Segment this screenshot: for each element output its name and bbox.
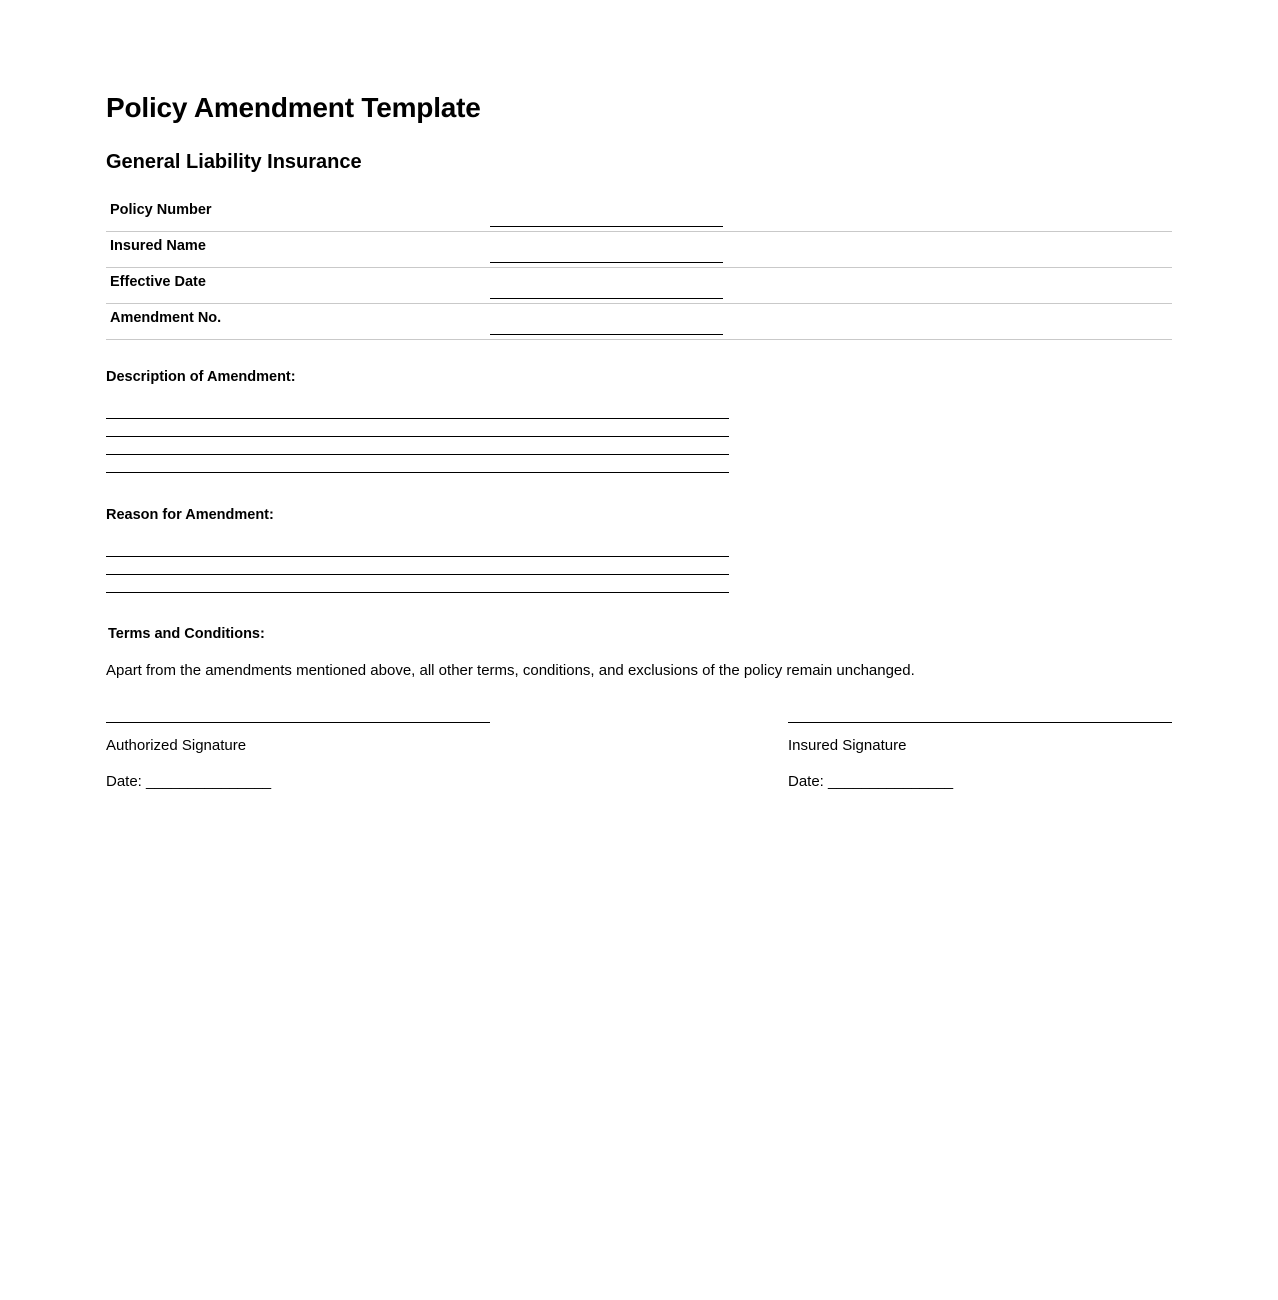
table-row — [106, 268, 1172, 304]
description-heading: Description of Amendment: — [106, 369, 296, 385]
authorized-signature-label: Authorized Signature — [106, 737, 247, 754]
authorized-signature-line[interactable] — [106, 722, 490, 723]
page-title: Policy Amendment Template — [106, 92, 481, 123]
description-write-line-1[interactable] — [106, 418, 729, 419]
insured-signature-label: Insured Signature — [788, 737, 907, 754]
reason-write-line-1[interactable] — [106, 556, 729, 557]
policy-fields-table — [106, 196, 1172, 340]
terms-heading: Terms and Conditions: — [108, 626, 265, 642]
insured-signature-date-field[interactable]: Date: _______________ — [788, 773, 954, 790]
terms-body-text: Apart from the amendments mentioned above, all other terms, conditions, and exclusions of the policy remain unchanged. — [106, 662, 915, 679]
authorized-signature-date-field[interactable]: Date: _______________ — [106, 773, 272, 790]
field-label-policy-number: Policy Number — [110, 202, 212, 218]
table-row — [106, 304, 1172, 340]
field-label-effective-date: Effective Date — [110, 274, 206, 290]
description-write-line-4[interactable] — [106, 472, 729, 473]
page-subtitle: General Liability Insurance — [106, 151, 362, 173]
field-input-amendment-no[interactable] — [490, 334, 723, 335]
table-row — [106, 232, 1172, 268]
field-input-insured-name[interactable] — [490, 262, 723, 263]
description-write-line-2[interactable] — [106, 436, 729, 437]
reason-write-line-3[interactable] — [106, 592, 729, 593]
description-write-line-3[interactable] — [106, 454, 729, 455]
field-input-effective-date[interactable] — [490, 298, 723, 299]
reason-write-line-2[interactable] — [106, 574, 729, 575]
insured-signature-line[interactable] — [788, 722, 1172, 723]
reason-heading: Reason for Amendment: — [106, 507, 274, 523]
field-input-policy-number[interactable] — [490, 226, 723, 227]
field-label-amendment-no: Amendment No. — [110, 310, 222, 326]
table-row — [106, 196, 1172, 232]
field-label-insured-name: Insured Name — [110, 238, 206, 254]
